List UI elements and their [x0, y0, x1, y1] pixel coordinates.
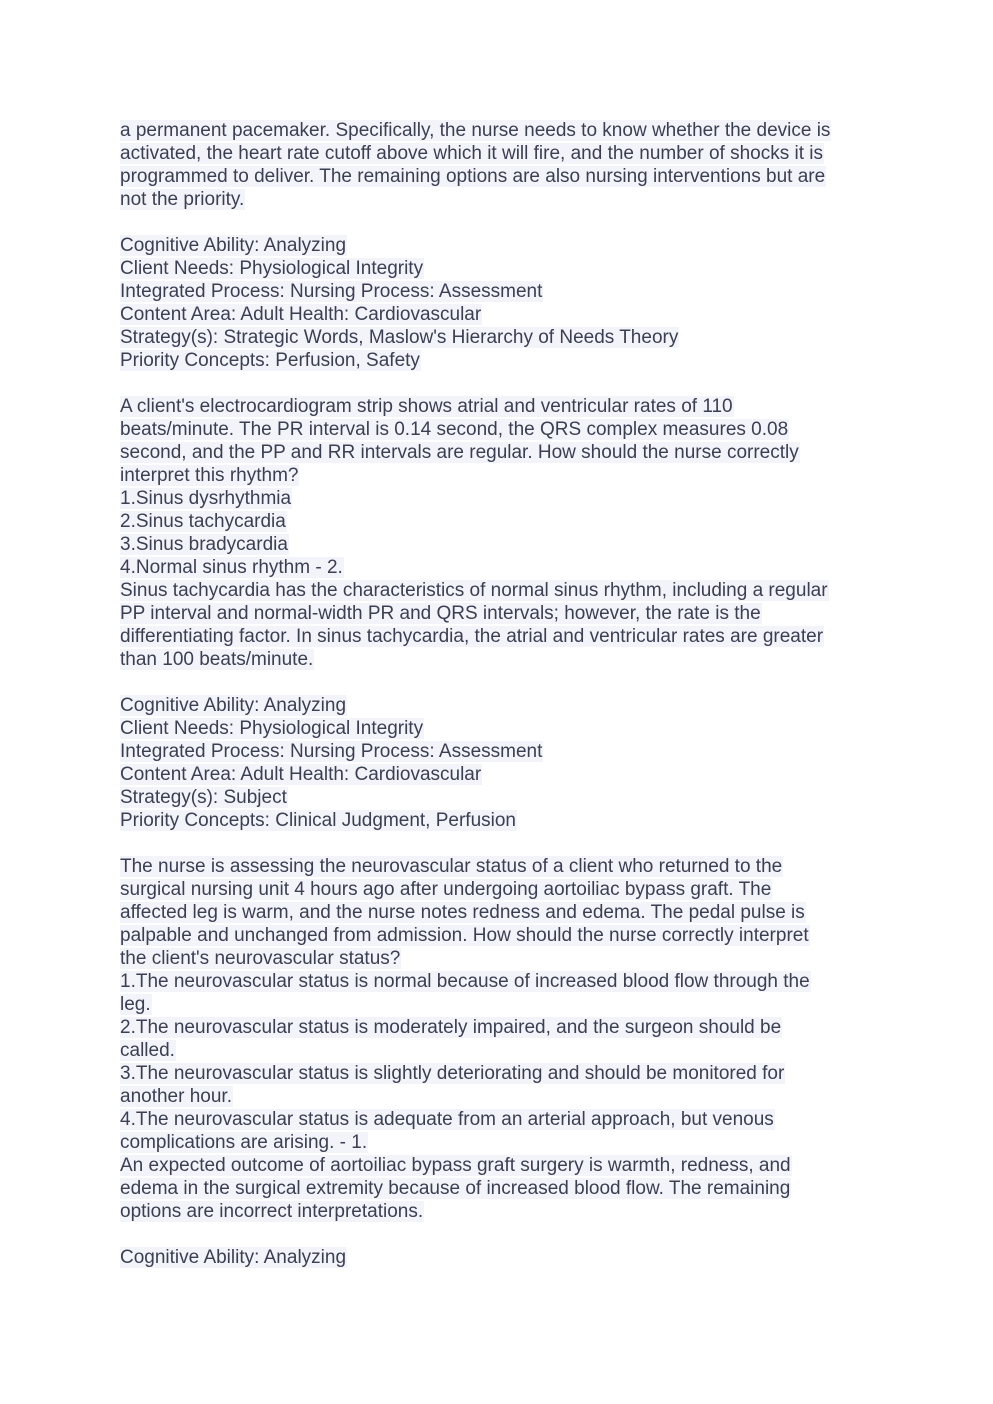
answer-options	[120, 970, 880, 1154]
question-metadata	[120, 1246, 880, 1269]
cognitive-ability: Cognitive Ability: Analyzing	[120, 695, 347, 716]
answer-option: 2.Sinus tachycardia	[120, 511, 286, 532]
answer-option: leg.	[120, 994, 151, 1015]
answer-option: 3.The neurovascular status is slightly deteriorating and should be monitored for	[120, 1063, 785, 1084]
paragraph-gap	[120, 211, 880, 234]
cognitive-ability: Cognitive Ability: Analyzing	[120, 235, 347, 256]
answer-option: called.	[120, 1040, 175, 1061]
text-line: interpret this rhythm?	[120, 465, 299, 486]
text-line: A client's electrocardiogram strip shows atrial and ventricular rates of 110	[120, 396, 733, 417]
answer-option: 1.Sinus dysrhythmia	[120, 488, 292, 509]
text-line: options are incorrect interpretations.	[120, 1201, 424, 1222]
text-line: not the priority.	[120, 189, 245, 210]
text-line: edema in the surgical extremity because of increased blood flow. The remaining	[120, 1178, 791, 1199]
answer-option: 2.The neurovascular status is moderately impaired, and the surgeon should be	[120, 1017, 782, 1038]
text-line: the client's neurovascular status?	[120, 948, 401, 969]
cognitive-ability: Cognitive Ability: Analyzing	[120, 1247, 347, 1268]
content-area: Content Area: Adult Health: Cardiovascular	[120, 764, 482, 785]
answer-option: 4.Normal sinus rhythm - 2.	[120, 557, 343, 578]
question-metadata	[120, 694, 880, 832]
question-metadata	[120, 234, 880, 372]
rationale	[120, 1154, 880, 1223]
text-line: Sinus tachycardia has the characteristics of normal sinus rhythm, including a regular	[120, 580, 828, 601]
answer-option: 4.The neurovascular status is adequate from an arterial approach, but venous	[120, 1109, 774, 1130]
question-stem	[120, 855, 880, 970]
priority-concepts: Priority Concepts: Perfusion, Safety	[120, 350, 420, 371]
text-line: than 100 beats/minute.	[120, 649, 314, 670]
priority-concepts: Priority Concepts: Clinical Judgment, Perfusion	[120, 810, 517, 831]
text-line: programmed to deliver. The remaining options are also nursing interventions but are	[120, 166, 826, 187]
client-needs: Client Needs: Physiological Integrity	[120, 718, 424, 739]
integrated-process: Integrated Process: Nursing Process: Assessment	[120, 741, 543, 762]
paragraph-gap	[120, 372, 880, 395]
document-page	[120, 119, 880, 1269]
text-line: differentiating factor. In sinus tachycardia, the atrial and ventricular rates are greater	[120, 626, 824, 647]
text-line: PP interval and normal-width PR and QRS intervals; however, the rate is the	[120, 603, 761, 624]
text-line: second, and the PP and RR intervals are regular. How should the nurse correctly	[120, 442, 799, 463]
answer-option: another hour.	[120, 1086, 232, 1107]
content-area: Content Area: Adult Health: Cardiovascular	[120, 304, 482, 325]
text-line: surgical nursing unit 4 hours ago after undergoing aortoiliac bypass graft. The	[120, 879, 772, 900]
answer-option: 3.Sinus bradycardia	[120, 534, 288, 555]
paragraph-gap	[120, 671, 880, 694]
integrated-process: Integrated Process: Nursing Process: Assessment	[120, 281, 543, 302]
rationale	[120, 579, 880, 671]
paragraph-gap	[120, 832, 880, 855]
text-line: The nurse is assessing the neurovascular status of a client who returned to the	[120, 856, 783, 877]
question-block	[120, 855, 880, 1223]
text-line: affected leg is warm, and the nurse notes redness and edema. The pedal pulse is	[120, 902, 805, 923]
paragraph-gap	[120, 1223, 880, 1246]
text-line: An expected outcome of aortoiliac bypass graft surgery is warmth, redness, and	[120, 1155, 791, 1176]
text-line: a permanent pacemaker. Specifically, the nurse needs to know whether the device is	[120, 120, 831, 141]
answer-options	[120, 487, 880, 579]
answer-option: 1.The neurovascular status is normal because of increased blood flow through the	[120, 971, 810, 992]
text-line: palpable and unchanged from admission. How should the nurse correctly interpret	[120, 925, 809, 946]
client-needs: Client Needs: Physiological Integrity	[120, 258, 424, 279]
answer-option: complications are arising. - 1.	[120, 1132, 368, 1153]
text-line: beats/minute. The PR interval is 0.14 second, the QRS complex measures 0.08	[120, 419, 789, 440]
strategy: Strategy(s): Strategic Words, Maslow's Hierarchy of Needs Theory	[120, 327, 679, 348]
question-stem	[120, 395, 880, 487]
intro-explanation	[120, 119, 880, 211]
text-line: activated, the heart rate cutoff above which it will fire, and the number of shocks it is	[120, 143, 824, 164]
strategy: Strategy(s): Subject	[120, 787, 287, 808]
question-block	[120, 395, 880, 671]
